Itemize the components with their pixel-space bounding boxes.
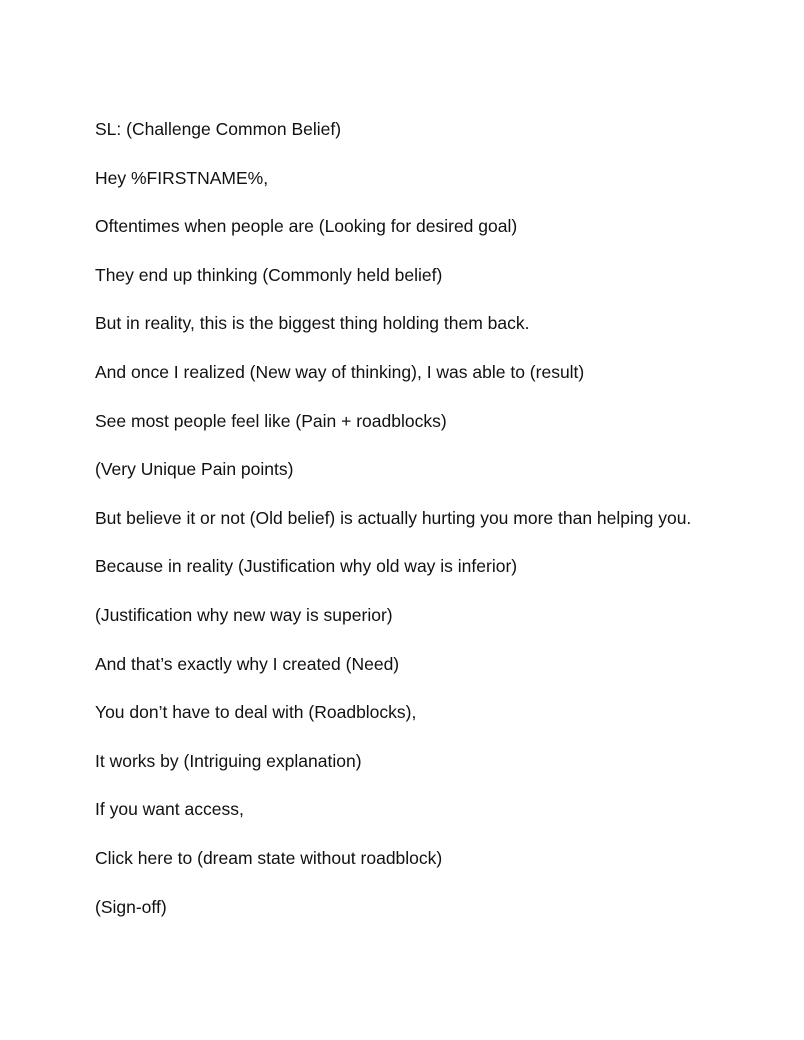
paragraph-need: And that’s exactly why I created (Need) <box>95 653 400 674</box>
paragraph-explanation: It works by (Intriguing explanation) <box>95 750 362 771</box>
paragraph-common-belief: They end up thinking (Commonly held belief) <box>95 264 443 285</box>
paragraph-desired-goal: Oftentimes when people are (Looking for desired goal) <box>95 216 518 237</box>
paragraph-old-belief: But believe it or not (Old belief) is actually hurting you more than helping you. <box>95 507 692 528</box>
paragraph-old-way-inferior: Because in reality (Justification why old way is inferior) <box>95 556 518 577</box>
paragraph-call-to-action: Click here to (dream state without roadblock) <box>95 847 443 868</box>
document-body <box>95 117 695 943</box>
paragraph-holding-back: But in reality, this is the biggest thing holding them back. <box>95 313 530 334</box>
paragraph-new-thinking: And once I realized (New way of thinking), I was able to (result) <box>95 361 585 382</box>
paragraph-unique-pain: (Very Unique Pain points) <box>95 459 294 480</box>
paragraph-pain-roadblocks: See most people feel like (Pain + roadblocks) <box>95 410 447 431</box>
greeting-line: Hey %FIRSTNAME%, <box>95 167 269 188</box>
subject-line: SL: (Challenge Common Belief) <box>95 119 342 139</box>
paragraph-access: If you want access, <box>95 799 244 820</box>
sign-off-line: (Sign-off) <box>95 896 167 917</box>
paragraph-roadblocks: You don’t have to deal with (Roadblocks), <box>95 702 417 723</box>
paragraph-new-way-superior: (Justification why new way is superior) <box>95 604 393 625</box>
